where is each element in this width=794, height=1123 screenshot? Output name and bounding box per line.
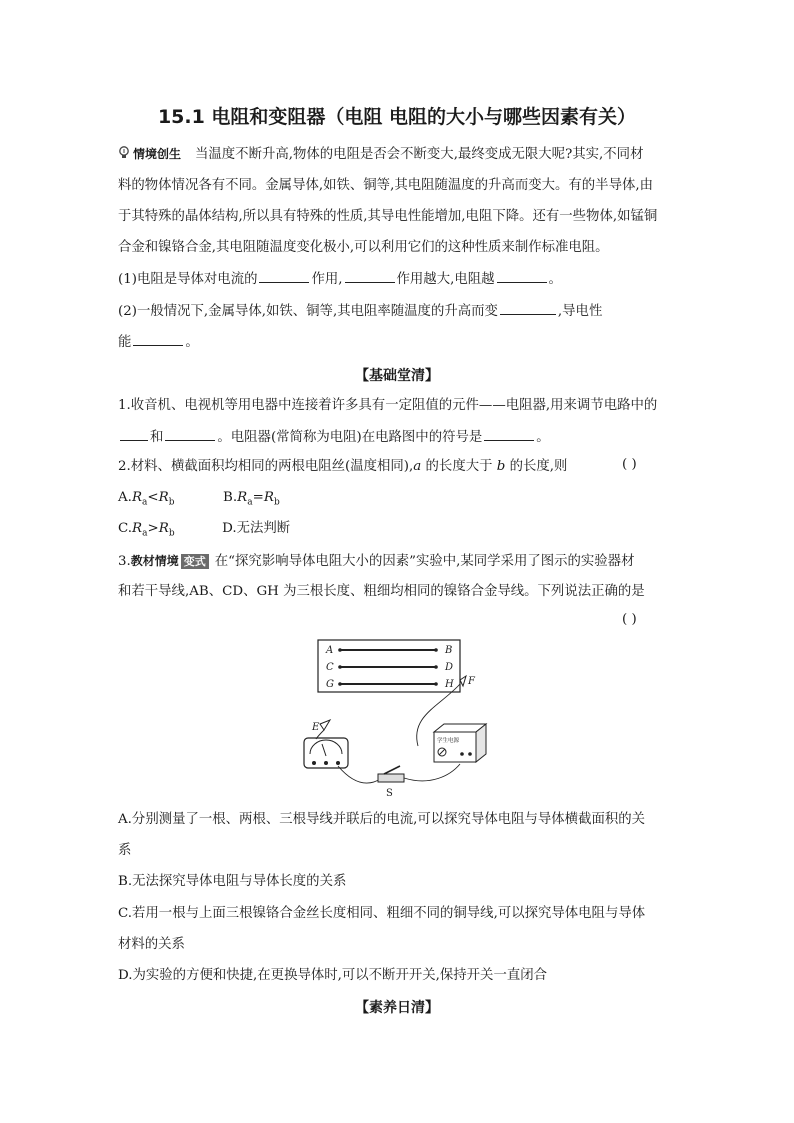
- r-symbol: R: [158, 490, 169, 505]
- answer-blank[interactable]: [165, 427, 215, 441]
- intro-question-2: [118, 301, 678, 322]
- answer-parentheses[interactable]: ( ): [622, 612, 637, 627]
- label-c: C: [326, 662, 334, 673]
- intro-tag: 情境创生: [133, 147, 182, 161]
- operator: >: [147, 521, 159, 536]
- page-title: 15.1 电阻和变阻器（电阻 电阻的大小与哪些因素有关）: [157, 106, 637, 128]
- label-h: H: [445, 679, 454, 690]
- p1-text-a: 和: [150, 430, 164, 445]
- p2-stem-b: 的长度大于: [421, 459, 497, 474]
- intro-line-4: 合金和镍铬合金,其电阻随温度变化极小,可以利用它们的这种性质来制作标准电阻。: [118, 240, 609, 255]
- q2-text-d: 。: [185, 335, 199, 350]
- q2-text-a: (2)一般情况下,金属导体,如铁、铜等,其电阻率随温度的升高而变: [118, 304, 498, 319]
- answer-blank[interactable]: [484, 427, 534, 441]
- power-supply-icon: [434, 724, 486, 762]
- switch-icon: [378, 766, 404, 782]
- answer-blank[interactable]: [345, 269, 395, 283]
- label-s: S: [386, 788, 393, 799]
- option-d[interactable]: D.无法判断: [222, 521, 291, 536]
- option-a[interactable]: [118, 490, 175, 508]
- option-c[interactable]: [118, 521, 175, 539]
- q1-text-c: 作用越大,电阻越: [396, 272, 495, 287]
- p2-stem-a: 2.材料、横截面积均相同的两根电阻丝(温度相同),: [118, 459, 414, 474]
- problem-3-option-d[interactable]: D.为实验的方便和快捷,在更换导体时,可以不断开开关,保持开关一直闭合: [118, 968, 548, 983]
- q2-text-b: ,导电性: [557, 304, 603, 319]
- problem-3-option-c-1[interactable]: C.若用一根与上面三根镍铬合金丝长度相同、粗细不同的铜导线,可以探究导体电阻与导体: [118, 906, 646, 921]
- problem-3-option-a-2: 系: [118, 843, 132, 858]
- q2-text-c: 能: [118, 335, 132, 350]
- r-symbol: R: [158, 521, 169, 536]
- intro-question-1: [118, 269, 678, 290]
- intro-line-1: [118, 144, 678, 165]
- p1-text-c: 。: [536, 430, 550, 445]
- problem-3-option-b[interactable]: B.无法探究导体电阻与导体长度的关系: [118, 874, 347, 889]
- problem-1-line-2: [118, 427, 678, 448]
- textbook-context-tag: 教材情境: [130, 554, 179, 568]
- answer-parentheses[interactable]: ( ): [622, 457, 637, 472]
- intro-line-3: 于其特殊的晶体结构,所以具有特殊的性质,其导电性能增加,电阻下降。还有一些物体,如锰铜: [118, 209, 658, 224]
- problem-3-line-1: [118, 551, 678, 572]
- r-symbol: R: [132, 521, 143, 536]
- subscript: b: [168, 528, 175, 539]
- p2-var-b: b: [496, 459, 506, 474]
- q1-text-b: 作用,: [311, 272, 343, 287]
- subscript: a: [142, 528, 148, 539]
- variation-badge: 变式: [181, 554, 209, 569]
- clip-e-icon: [320, 720, 330, 730]
- problem-2-options-cd: [118, 519, 678, 544]
- answer-blank[interactable]: [500, 301, 556, 315]
- option-letter: B.: [223, 490, 238, 505]
- label-e: E: [312, 722, 320, 733]
- r-symbol: R: [237, 490, 248, 505]
- ammeter-icon: [304, 738, 348, 768]
- answer-blank[interactable]: [120, 427, 148, 441]
- problem-2-options-ab: [118, 488, 678, 513]
- p3-text-1: 在“探究影响导体电阻大小的因素”实验中,某同学采用了图示的实验器材: [214, 554, 635, 569]
- p3-number: 3.: [118, 554, 131, 569]
- section-heading-basic: 【基础堂清】: [355, 368, 439, 384]
- label-f: F: [468, 676, 475, 687]
- q1-text-a: (1)电阻是导体对电流的: [118, 272, 258, 287]
- q1-text-d: 。: [548, 272, 562, 287]
- section-heading-literacy: 【素养日清】: [355, 1000, 439, 1016]
- p2-stem-c: 的长度,则: [505, 459, 568, 474]
- p2-var-a: a: [413, 459, 422, 474]
- subscript: b: [273, 497, 280, 508]
- answer-blank[interactable]: [133, 332, 183, 346]
- subscript: a: [142, 497, 148, 508]
- answer-blank[interactable]: [259, 269, 309, 283]
- problem-3-option-c-2: 材料的关系: [118, 937, 185, 952]
- option-letter: A.: [118, 490, 132, 505]
- option-letter: C.: [118, 521, 133, 536]
- label-b: B: [445, 645, 453, 656]
- label-a: A: [326, 645, 334, 656]
- operator: =: [252, 490, 264, 505]
- r-symbol: R: [263, 490, 274, 505]
- p1-text-b: 。电阻器(常简称为电阻)在电路图中的符号是: [217, 430, 483, 445]
- problem-1-line-1: 1.收音机、电视机等用电器中连接着许多具有一定阻值的元件——电阻器,用来调节电路中的: [118, 398, 658, 413]
- experiment-figure: [300, 636, 500, 806]
- clip-f-icon: [460, 676, 466, 686]
- intro-question-2-cont: [118, 332, 678, 353]
- label-d: D: [445, 662, 454, 673]
- problem-3-line-2: 和若干导线,AB、CD、GH 为三根长度、粗细均相同的镍铬合金导线。下列说法正确的是: [118, 584, 645, 599]
- power-label: 学生电源: [437, 738, 460, 744]
- problem-2-stem: [118, 457, 678, 477]
- operator: <: [147, 490, 159, 505]
- problem-3-option-a-1[interactable]: A.分别测量了一根、两根、三根导线并联后的电流,可以探究导体电阻与导体横截面积的关: [118, 812, 646, 827]
- option-b[interactable]: [223, 490, 280, 508]
- lightbulb-icon: [118, 146, 130, 160]
- subscript: b: [168, 497, 175, 508]
- r-symbol: R: [131, 490, 143, 505]
- label-g: G: [326, 679, 334, 690]
- answer-blank[interactable]: [497, 269, 547, 283]
- subscript: a: [247, 497, 253, 508]
- intro-text-1: 当温度不断升高,物体的电阻是否会不断变大,最终变成无限大呢?其实,不同材: [195, 147, 644, 162]
- intro-line-2: 料的物体情况各有不同。金属导体,如铁、铜等,其电阻随温度的升高而变大。有的半导体,由: [118, 178, 654, 193]
